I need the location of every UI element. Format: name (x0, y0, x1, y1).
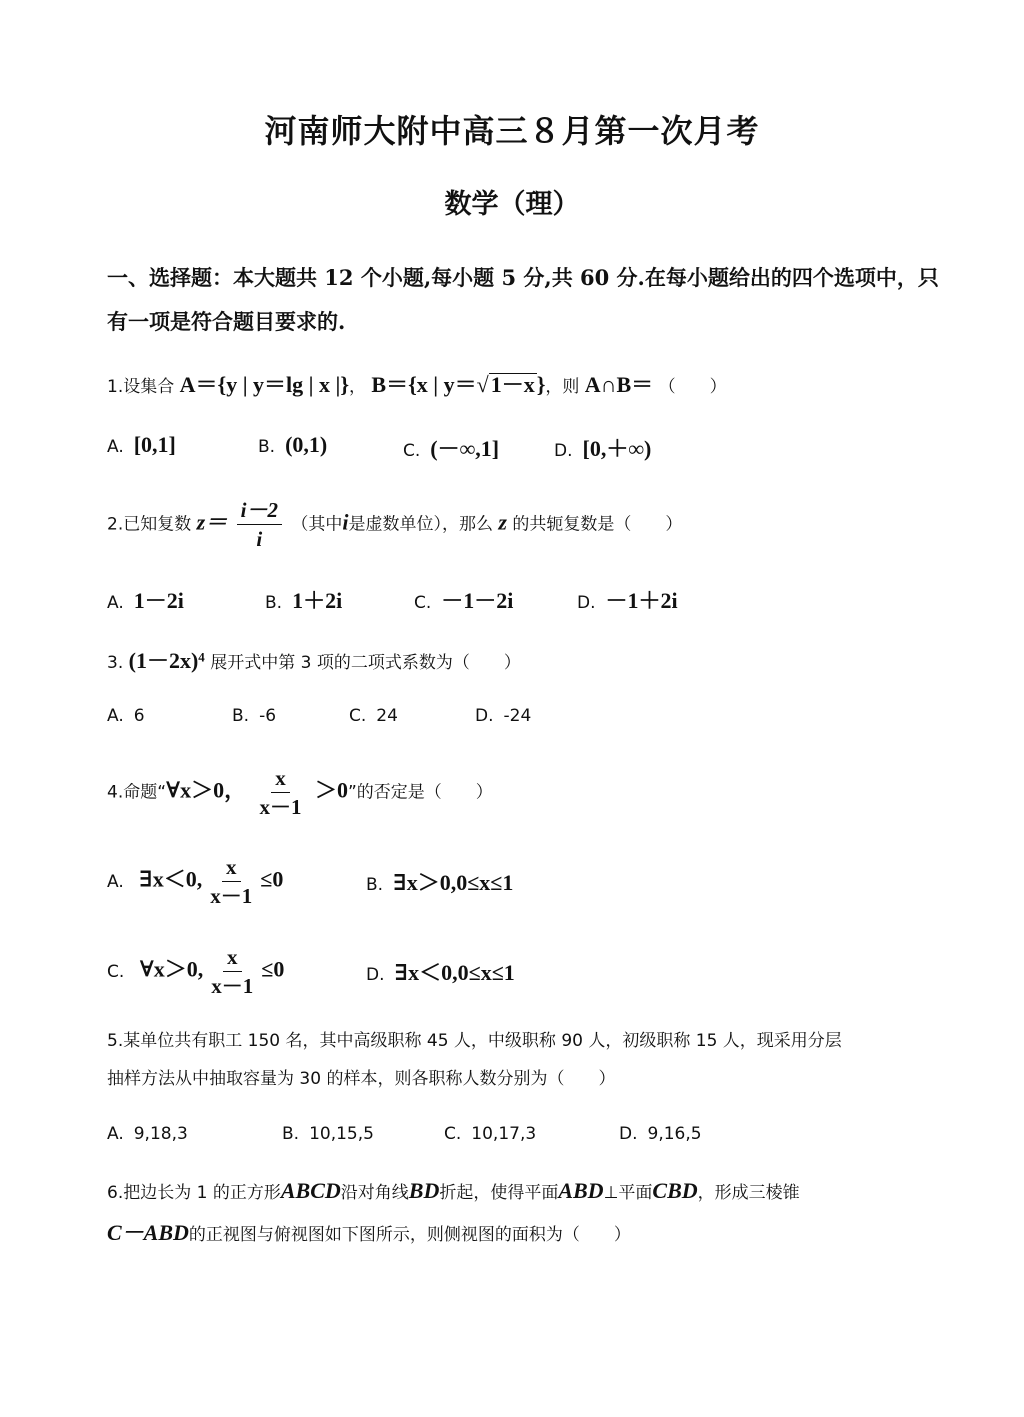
option-value: 1－2i (133, 588, 184, 613)
option-label: A. (107, 437, 124, 457)
q5-line-2: 抽样方法从中抽取容量为 30 的样本，则各职称人数分别为（ ） (107, 1069, 616, 1089)
option-value: 10,15,5 (309, 1124, 374, 1144)
q3-exponent: 4 (198, 649, 205, 665)
q1-option-a[interactable] (107, 432, 176, 458)
q5-line-1: 5.某单位共有职工 150 名，其中高级职称 45 人，中级职称 90 人，初级职称 15 人，现采用分层 (107, 1031, 842, 1051)
option-value: 9,18,3 (133, 1124, 188, 1144)
option-label: A. (107, 871, 124, 892)
option-post: ≤0 (260, 866, 284, 892)
q3-option-a[interactable] (107, 706, 145, 726)
question-4 (107, 764, 493, 821)
option-label: C. (349, 706, 367, 726)
option-value: -24 (503, 706, 532, 726)
q6-text-4: ⊥平面 (603, 1183, 653, 1203)
option-label: B. (232, 706, 250, 726)
option-label: C. (107, 961, 125, 982)
q1-set-b: B＝{x | y＝√1－x} (371, 372, 546, 397)
q2-z: z＝ (196, 509, 228, 535)
option-value: 6 (133, 706, 145, 726)
option-value: ∃x＞0,0≤x≤1 (393, 870, 514, 895)
q1-prefix: 1.设集合 (107, 377, 175, 397)
option-label: D. (554, 441, 573, 461)
option-label: B. (258, 437, 276, 457)
q1-paren: （ ） (658, 377, 727, 397)
q4-option-d[interactable] (366, 956, 515, 987)
option-value: －1＋2i (605, 588, 678, 613)
section-header: 一、选择题：本大题共 12 个小题,每小题 5 分,共 60 分.在每小题给出的四个选项中，只有一项是符合题目要求的. (107, 265, 939, 334)
option-pre: ∃x＜0, (139, 866, 203, 892)
option-label: B. (282, 1124, 300, 1144)
q6-text-3: 折起，使得平面 (439, 1183, 559, 1203)
q2-denominator: i (256, 527, 263, 551)
q6-math-c-abd: C－ABD (107, 1220, 189, 1245)
option-label: B. (366, 875, 384, 895)
question-5 (107, 1022, 927, 1098)
option-label: D. (619, 1124, 638, 1144)
q4-option-b[interactable] (366, 866, 513, 897)
q6-math-cbd: CBD (652, 1178, 698, 1203)
q2-option-a[interactable] (107, 584, 184, 615)
q3-suffix: 展开式中第 3 项的二项式系数为（ ） (210, 653, 521, 673)
q6-text-6: 的正视图与俯视图如下图所示，则侧视图的面积为（ ） (188, 1225, 631, 1245)
q4-option-a[interactable] (107, 853, 283, 910)
option-value: (－∞,1] (430, 436, 500, 461)
q4-fraction (256, 764, 306, 821)
option-label: C. (414, 593, 432, 613)
q4-gt: ＞0 (314, 777, 348, 803)
q2-option-d[interactable] (577, 584, 678, 615)
option-value: 24 (376, 706, 398, 726)
question-6-line-2 (107, 1216, 631, 1247)
q3-prefix: 3. (107, 653, 124, 673)
option-denominator: x－1 (210, 884, 253, 908)
option-denominator: x－1 (211, 974, 254, 998)
q6-text-5: ，形成三棱锥 (697, 1183, 800, 1203)
q2-mid1: （其中 (291, 514, 343, 535)
q3-expr: (1－2x) (128, 648, 199, 673)
option-label: B. (265, 593, 283, 613)
q6-text-2: 沿对角线 (340, 1183, 409, 1203)
question-1 (107, 368, 727, 399)
q2-fraction (237, 496, 282, 553)
q1-option-c[interactable] (403, 432, 499, 463)
option-label: D. (577, 593, 596, 613)
q4-numerator: x (271, 764, 290, 793)
q6-math-abcd: ABCD (280, 1178, 341, 1203)
q1-sep: ， (349, 377, 367, 397)
q3-option-b[interactable] (232, 706, 276, 726)
exam-title: 河南师大附中高三８月第一次月考 (264, 112, 760, 150)
q3-option-c[interactable] (349, 706, 398, 726)
option-value: [0,1] (133, 432, 176, 457)
q2-option-c[interactable] (414, 584, 513, 615)
option-numerator: x (223, 943, 242, 972)
q2-option-b[interactable] (265, 584, 342, 615)
q1-suffix: ，则 (545, 377, 580, 397)
exam-subtitle: 数学（理） (444, 189, 580, 220)
q5-option-c[interactable] (444, 1124, 536, 1144)
question-2 (107, 496, 682, 553)
q1-set-a: A＝{y | y＝lg | x |} (179, 372, 350, 397)
option-value: 1＋2i (292, 588, 343, 613)
q4-prefix: 4.命题“ (107, 782, 167, 803)
option-pre: ∀x＞0, (139, 956, 204, 982)
q5-option-d[interactable] (619, 1124, 702, 1144)
q2-numerator: i－2 (237, 496, 282, 525)
q2-i: i (342, 509, 349, 535)
option-value: (0,1) (285, 432, 328, 457)
option-label: C. (403, 441, 421, 461)
option-numerator: x (222, 853, 241, 882)
question-6-line-1 (107, 1178, 800, 1204)
option-value: －1－2i (441, 588, 514, 613)
q3-option-d[interactable] (475, 706, 531, 726)
option-value: 9,16,5 (647, 1124, 702, 1144)
q2-suffix: 的共轭复数是（ ） (512, 514, 683, 535)
option-label: C. (444, 1124, 462, 1144)
option-label: A. (107, 593, 124, 613)
q1-option-d[interactable] (554, 432, 651, 463)
q1-expr: A∩B＝ (584, 372, 654, 397)
q6-math-bd: BD (408, 1178, 440, 1203)
q1-option-b[interactable] (258, 432, 327, 458)
q1-set-b-pre: B＝{x | y＝ (371, 372, 477, 397)
q4-forall: ∀x＞0， (166, 777, 247, 803)
q4-suffix: ”的否定是（ ） (347, 782, 493, 803)
q5-option-a[interactable] (107, 1124, 188, 1144)
q4-option-c[interactable] (107, 943, 284, 1000)
q6-text-1: 6.把边长为 1 的正方形 (107, 1183, 281, 1203)
q4-denominator: x－1 (259, 795, 302, 819)
option-label: A. (107, 706, 124, 726)
q5-option-b[interactable] (282, 1124, 374, 1144)
option-label: D. (366, 965, 385, 985)
q6-math-abd: ABD (558, 1178, 604, 1203)
option-value: [0,＋∞) (582, 436, 652, 461)
q1-radicand: 1－x (490, 372, 535, 397)
question-3 (107, 644, 521, 675)
q2-mid2: 是虚数单位），那么 (348, 514, 493, 535)
q2-prefix: 2.已知复数 (107, 514, 192, 535)
option-value: ∃x＜0,0≤x≤1 (394, 960, 515, 985)
option-value: -6 (259, 706, 277, 726)
option-fraction (207, 943, 257, 1000)
option-label: D. (475, 706, 494, 726)
option-post: ≤0 (261, 956, 285, 982)
q1-set-b-post: } (536, 372, 546, 397)
option-label: A. (107, 1124, 124, 1144)
option-value: 10,17,3 (471, 1124, 537, 1144)
option-fraction (206, 853, 256, 910)
q2-z2: z (498, 509, 507, 535)
